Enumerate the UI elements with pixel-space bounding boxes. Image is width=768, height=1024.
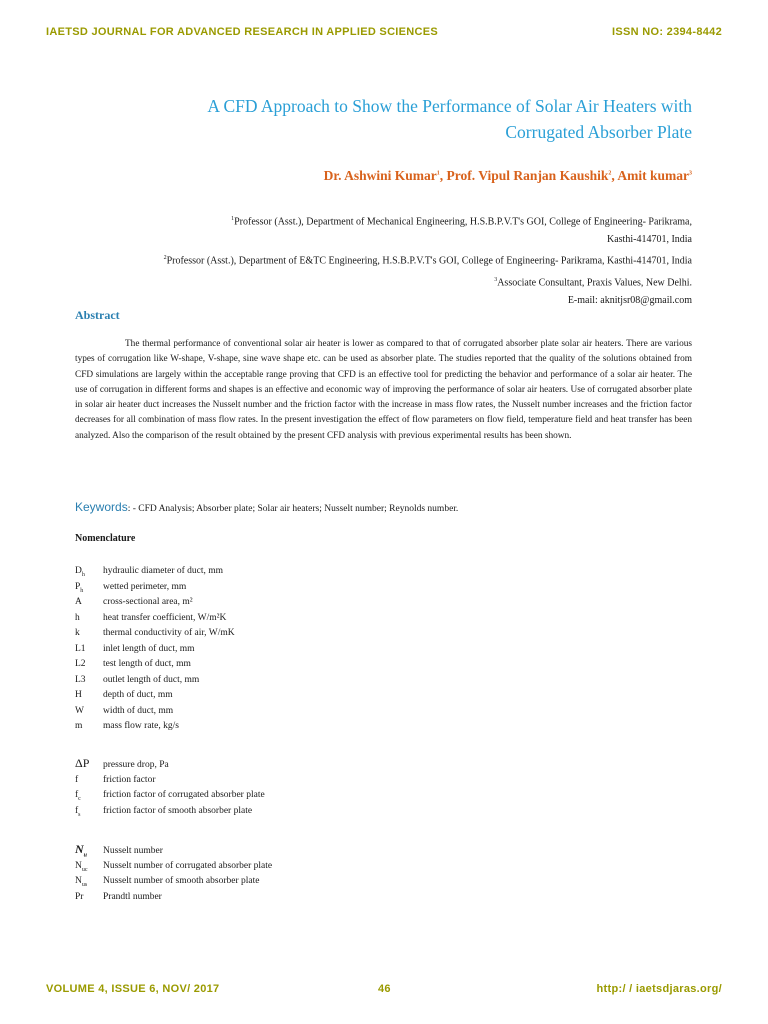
keywords-text: : - CFD Analysis; Absorber plate; Solar air heaters; Nusselt number; Reynolds number. — [127, 504, 459, 514]
nomenclature-symbol: $P_h$ — [75, 582, 84, 594]
volume-issue: VOLUME 4, ISSUE 6, NOV/ 2017 — [46, 983, 220, 995]
nomenclature-description: cross-sectional area, m² — [103, 597, 193, 607]
nomenclature-symbol: L2 — [75, 659, 86, 669]
nomenclature-item — [75, 690, 173, 700]
nomenclature-description: thermal conductivity of air, W/mK — [103, 628, 235, 638]
nomenclature-description: width of duct, mm — [103, 706, 174, 716]
affiliation-1-cont: Kasthi-414701, India — [607, 234, 692, 246]
nomenclature-item — [75, 628, 235, 638]
nomenclature-item — [75, 721, 179, 731]
nomenclature-description: heat transfer coefficient, W/m²K — [103, 613, 227, 623]
abstract-text: The thermal performance of conventional solar air heater is lower as compared to that of corrugated absorber plate solar air heaters. There are various types of corrugation like W-shape, V-shape, sine wave shape etc. can be used as absorber plate. The studies reported that the quality of the solutions obtained from CFD simulations are largely within the acceptable range proving that CFD is an effective tool for predicting the behavior and performance of a solar air heater. The use of corrugation in different forms and shapes is an effective and economic way of improving the performance of solar air heaters. Use of corrugated absorber plate in solar air heater duct increases the Nusselt number and the friction factor with the increase in mass flow rates, the Nusselt number increases and the friction factor decreases for all combination of mass flow rates. In the present investigation the effect of flow parameters on flow field, temperature field and heat transfer has been analyzed. Also the comparison of the result obtained by the present CFD analysis with previous experimental results has been shown. — [75, 339, 692, 441]
nomenclature-symbol: $N_{uc}$ — [75, 861, 88, 873]
nomenclature-description: test length of duct, mm — [103, 659, 191, 669]
abstract-heading: Abstract — [75, 308, 120, 322]
nomenclature-description: pressure drop, Pa — [103, 760, 169, 770]
nomenclature-description: inlet length of duct, mm — [103, 644, 195, 654]
nomenclature-item — [75, 659, 191, 669]
author-2: Prof. Vipul Ranjan Kaushik — [446, 168, 609, 183]
nomenclature-item — [75, 756, 169, 771]
nomenclature-item — [75, 842, 163, 858]
author-1: Dr. Ashwini Kumar — [323, 168, 437, 183]
nomenclature-description: Nusselt number of smooth absorber plate — [103, 876, 260, 886]
nomenclature-symbol: k — [75, 628, 80, 638]
issn: ISSN NO: 2394-8442 — [612, 26, 722, 38]
keywords — [75, 500, 692, 514]
nomenclature-item — [75, 582, 186, 594]
nomenclature-symbol: L3 — [75, 675, 86, 685]
nomenclature-description: hydraulic diameter of duct, mm — [103, 566, 224, 576]
affiliation-2: $^2$Professor (Asst.), Department of E&TC Engineering, H.S.B.P.V.T's GOI, College of Engineering- Parikrama, Kasthi-414701, India — [163, 255, 692, 267]
nomenclature-symbol: L1 — [75, 644, 86, 654]
nomenclature-symbol: W — [75, 706, 84, 716]
nomenclature-symbol: $N_{us}$ — [75, 876, 88, 888]
nomenclature-symbol: h — [75, 613, 80, 623]
nomenclature-description: Prandtl number — [103, 892, 162, 902]
nomenclature-item — [75, 790, 265, 802]
nomenclature-symbol: $f_c$ — [75, 790, 81, 802]
author-3: Amit kumar — [617, 168, 689, 183]
nomenclature-item — [75, 876, 259, 888]
nomenclature-description: friction factor of corrugated absorber plate — [103, 790, 265, 800]
nomenclature-item — [75, 644, 195, 654]
page-number: 46 — [378, 983, 391, 995]
nomenclature-description: Nusselt number of corrugated absorber plate — [103, 861, 273, 871]
nomenclature-description: friction factor — [103, 775, 156, 785]
running-footer — [46, 983, 722, 995]
nomenclature-symbol: H — [75, 690, 82, 700]
affiliation-3: $^3$Associate Consultant, Praxis Values, New Delhi. — [494, 276, 692, 288]
keywords-label: Keywords — [75, 500, 128, 514]
nomenclature-description: friction factor of smooth absorber plate — [103, 806, 253, 816]
journal-url[interactable]: http:/ / iaetsdjaras.org/ — [596, 983, 722, 995]
nomenclature-item — [75, 775, 156, 785]
nomenclature-item — [75, 861, 272, 873]
nomenclature-symbol: $f_s$ — [75, 806, 81, 818]
nomenclature-item — [75, 892, 162, 902]
paper-title — [100, 93, 692, 145]
nomenclature-symbol: m — [75, 721, 83, 731]
affiliation-1: $^1$Professor (Asst.), Department of Mechanical Engineering, H.S.B.P.V.T's GOI, College of Engineering- Parikrama, — [231, 216, 692, 228]
journal-name: IAETSD JOURNAL FOR ADVANCED RESEARCH IN APPLIED SCIENCES — [46, 26, 439, 38]
author-list: Dr. Ashwini Kumar$^1$, Prof. Vipul Ranjan Kaushik$^2$, Amit kumar$^3$ — [323, 168, 692, 183]
nomenclature-description: Nusselt number — [103, 846, 163, 856]
nomenclature-item — [75, 806, 252, 818]
nomenclature-symbol: A — [75, 597, 82, 607]
nomenclature-symbol: ΔP — [75, 756, 90, 770]
nomenclature-description: mass flow rate, kg/s — [103, 721, 179, 731]
nomenclature-symbol: $N_u$ — [75, 842, 88, 859]
nomenclature-item — [75, 566, 223, 578]
title-line-1: A CFD Approach to Show the Performance of Solar Air Heaters with — [207, 96, 692, 116]
nomenclature-symbol: f — [75, 775, 79, 785]
title-line-2: Corrugated Absorber Plate — [505, 122, 692, 142]
nomenclature-description: wetted perimeter, mm — [103, 582, 187, 592]
nomenclature-symbol: $D_h$ — [75, 566, 85, 578]
nomenclature-item — [75, 597, 193, 607]
nomenclature-item — [75, 706, 173, 716]
running-header — [46, 26, 722, 38]
nomenclature-description: depth of duct, mm — [103, 690, 173, 700]
nomenclature-description: outlet length of duct, mm — [103, 675, 200, 685]
nomenclature-symbol: Pr — [75, 892, 84, 902]
nomenclature-item — [75, 613, 226, 623]
nomenclature-heading: Nomenclature — [75, 533, 136, 544]
affiliations — [60, 210, 692, 310]
email[interactable]: E-mail: aknitjsr08@gmail.com — [567, 294, 692, 306]
nomenclature-item — [75, 675, 199, 685]
